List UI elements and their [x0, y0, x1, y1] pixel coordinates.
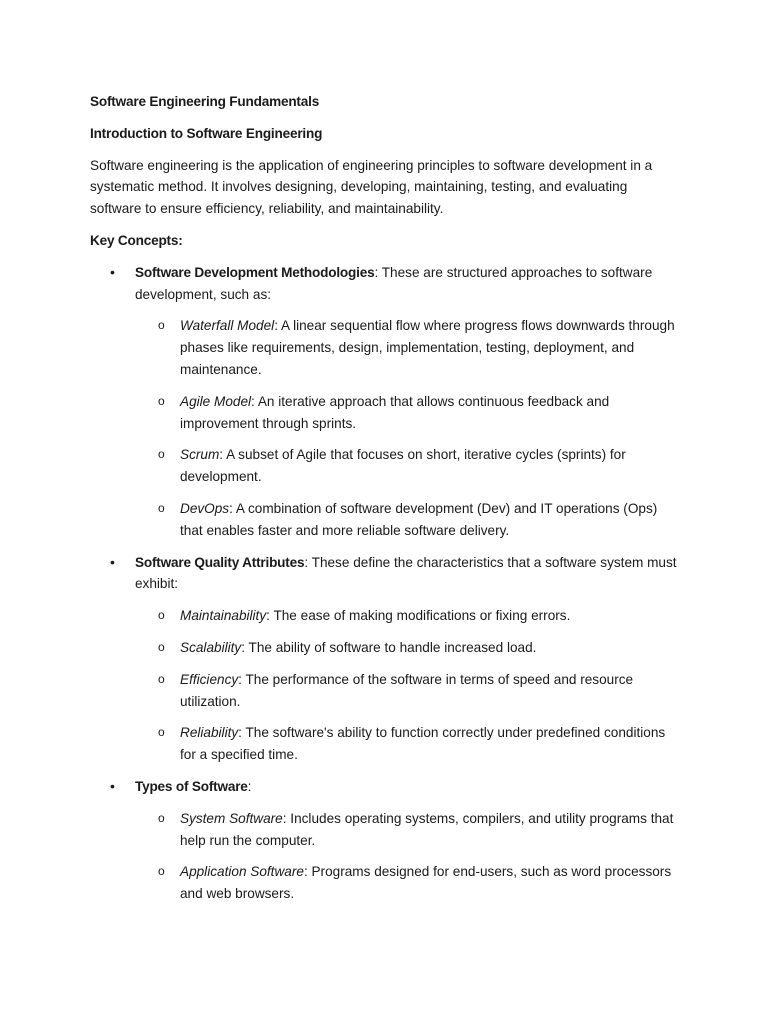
sub-bullet-icon: o — [158, 447, 165, 462]
concept-lead — [135, 262, 680, 306]
sub-term: Scrum — [180, 447, 220, 463]
sub-desc: : The software's ability to function correctly under predefined conditions for a specified time. — [180, 725, 666, 763]
sub-desc: : A combination of software development (Dev) and IT operations (Ops) that enables faster and more reliable software delivery. — [180, 500, 658, 538]
sub-bullet-icon: o — [158, 725, 165, 740]
sub-item — [135, 444, 680, 488]
sub-desc: : Programs designed for end-users, such as word processors and web browsers. — [180, 864, 672, 902]
sub-bullet-icon: o — [158, 810, 165, 825]
sub-term: Reliability — [180, 725, 239, 741]
sub-bullet-icon: o — [158, 639, 165, 654]
sub-item — [135, 498, 680, 542]
sub-bullet-icon: o — [158, 500, 165, 515]
sub-desc: : Includes operating systems, compilers, and utility programs that help run the computer. — [180, 810, 674, 848]
bullet-icon: • — [110, 263, 115, 280]
key-concepts-heading: Key Concepts: — [90, 232, 183, 248]
concept-lead — [135, 776, 680, 798]
sub-desc: : The performance of the software in terms of speed and resource utilization. — [180, 671, 634, 709]
sub-item — [135, 391, 680, 435]
intro-paragraph: Software engineering is the application of engineering principles to software development in a systematic method. It involves designing, developing, maintaining, testing, and evaluating software to ensure efficiency, reliability, and maintainability. — [90, 157, 653, 217]
concept-item-methodologies — [90, 262, 680, 542]
concept-term: Software Quality Attributes — [135, 554, 305, 570]
sub-desc: : The ability of software to handle increased load. — [241, 639, 537, 655]
intro-heading: Introduction to Software Engineering — [90, 125, 323, 141]
sub-term: Waterfall Model — [180, 318, 275, 334]
sub-item — [135, 605, 680, 627]
concept-item-types — [90, 776, 680, 905]
sub-item — [135, 808, 680, 852]
sub-desc: : An iterative approach that allows continuous feedback and improvement through sprints. — [180, 393, 610, 431]
sub-item — [135, 861, 680, 905]
concept-lead — [135, 552, 680, 596]
key-concepts-list — [90, 262, 680, 905]
sub-item — [135, 722, 680, 766]
sub-item — [135, 315, 680, 380]
document-title: Software Engineering Fundamentals — [90, 94, 320, 109]
concept-term: Types of Software — [135, 778, 248, 794]
sub-list — [135, 605, 680, 766]
sub-list — [135, 808, 680, 905]
bullet-icon: • — [110, 777, 115, 794]
sub-term: System Software — [180, 810, 283, 826]
sub-term: Agile Model — [180, 393, 252, 409]
concept-desc: : These define the characteristics that a software system must exhibit: — [135, 554, 677, 592]
concept-desc: : — [247, 778, 252, 794]
sub-desc: : A linear sequential flow where progress flows downwards through phases like requirements, design, implementation, testing, deployment, and maintenance. — [180, 318, 675, 377]
concept-term: Software Development Methodologies — [135, 264, 375, 280]
concept-item-quality — [90, 552, 680, 766]
sub-item — [135, 669, 680, 713]
bullet-icon: • — [110, 553, 115, 570]
concept-desc: : These are structured approaches to software development, such as: — [135, 264, 653, 302]
sub-term: Maintainability — [180, 608, 267, 624]
sub-desc: : The ease of making modifications or fixing errors. — [266, 608, 571, 624]
document-body — [90, 91, 680, 915]
sub-term: DevOps — [180, 500, 230, 516]
sub-bullet-icon: o — [158, 393, 165, 408]
sub-list — [135, 315, 680, 541]
sub-bullet-icon: o — [158, 608, 165, 623]
sub-bullet-icon: o — [158, 864, 165, 879]
sub-term: Application Software — [180, 864, 304, 880]
sub-bullet-icon: o — [158, 318, 165, 333]
sub-bullet-icon: o — [158, 671, 165, 686]
sub-term: Scalability — [180, 639, 242, 655]
sub-desc: : A subset of Agile that focuses on short, iterative cycles (sprints) for development. — [180, 447, 626, 485]
sub-item — [135, 637, 680, 659]
sub-term: Efficiency — [180, 671, 239, 687]
